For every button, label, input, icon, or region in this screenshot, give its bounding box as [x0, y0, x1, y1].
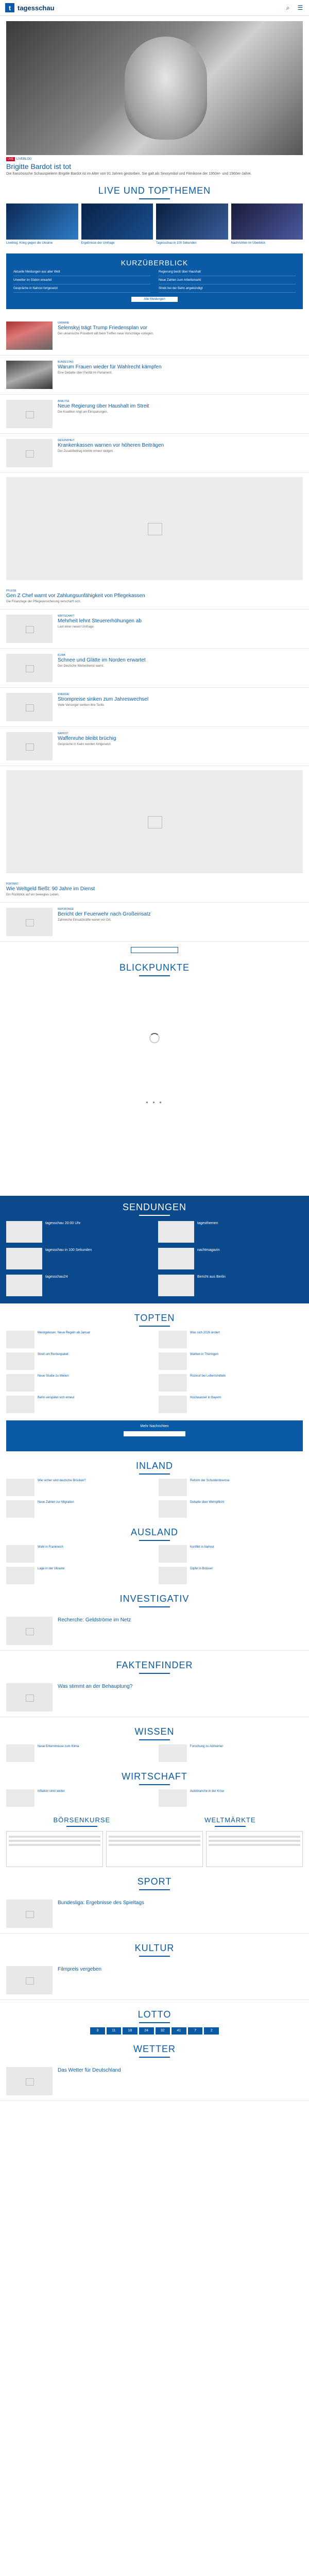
stock-widget[interactable] [206, 1831, 303, 1867]
article-title[interactable]: Warum Frauen wieder für Wahlrecht kämpfen [58, 364, 162, 370]
list-item[interactable] [159, 1331, 303, 1348]
article-title[interactable]: Krankenkassen warnen vor höheren Beiträgen [58, 443, 164, 448]
article-teaser: Viele Versorger senken ihre Tarife. [58, 704, 105, 707]
article-item[interactable] [0, 434, 309, 473]
list-item[interactable] [6, 1396, 150, 1413]
article-title[interactable]: Filmpreis vergeben [58, 1967, 102, 1972]
list-item[interactable] [159, 1479, 303, 1496]
list-item[interactable] [6, 1545, 150, 1563]
section-title-kultur: KULTUR [0, 1943, 309, 1957]
section-title-boerse: BÖRSENKURSE [53, 1816, 110, 1827]
kurzueberblick-box [6, 253, 303, 309]
sendung-item[interactable] [158, 1275, 303, 1296]
sendung-item[interactable] [6, 1221, 151, 1243]
list-item[interactable] [6, 1744, 150, 1762]
list-item-title[interactable]: Neue Studie zu Mieten [38, 1375, 69, 1378]
list-item[interactable] [159, 1744, 303, 1762]
kurz-item[interactable]: Neue Zahlen zum Arbeitsmarkt [159, 278, 296, 284]
list-item[interactable] [159, 1374, 303, 1392]
lotto-number: 41 [171, 2027, 186, 2035]
article-title[interactable]: Bundesliga: Ergebnisse des Spieltags [58, 1900, 144, 1906]
lotto-number: 7 [188, 2027, 203, 2035]
section-title-live: LIVE UND TOPTHEMEN [0, 185, 309, 199]
sendung-item[interactable] [158, 1221, 303, 1243]
live-tile-image[interactable] [231, 204, 303, 240]
lotto-number: 11 [107, 2027, 122, 2035]
image-placeholder-icon[interactable] [6, 615, 53, 643]
section-title-wissen: WISSEN [0, 1726, 309, 1740]
stock-widget[interactable] [106, 1831, 203, 1867]
image-placeholder-icon[interactable] [6, 693, 53, 721]
article-title[interactable]: Recherche: Geldströme im Netz [58, 1617, 131, 1623]
article-title[interactable]: Wie Weltgeld fließt: 90 Jahre im Dienst [6, 886, 95, 892]
list-item[interactable] [159, 1789, 303, 1807]
sendung-title[interactable]: tagesthemen [197, 1222, 218, 1225]
image-placeholder-icon[interactable] [6, 400, 53, 428]
kurz-all-button[interactable]: Alle Meldungen [131, 297, 178, 302]
article-image[interactable] [6, 321, 53, 350]
live-badge: LIVE [6, 157, 15, 161]
lotto-numbers [90, 2027, 219, 2035]
live-tile-title[interactable]: Liveblog: Krieg gegen die Ukraine [6, 242, 53, 245]
article-title[interactable]: Schnee und Glätte im Norden erwartet [58, 657, 146, 663]
article-item[interactable] [0, 688, 309, 727]
article-kicker: BUNDESTAG [58, 361, 74, 364]
sendung-image[interactable] [158, 1275, 194, 1296]
sendung-image[interactable] [158, 1248, 194, 1269]
lotto-number: 2 [204, 2027, 219, 2035]
article-teaser: Der ukrainische Präsident will beim Treffen neue Vorschläge vorlegen. [58, 332, 154, 335]
article-kicker: ENERGIE [58, 693, 70, 696]
more-button[interactable] [131, 947, 178, 953]
carousel-dots[interactable]: ● ● ● [146, 1100, 163, 1105]
list-item[interactable] [159, 1545, 303, 1563]
article-kicker: KLIMA [58, 654, 66, 657]
list-item[interactable] [6, 1331, 150, 1348]
sendung-image[interactable] [6, 1275, 42, 1296]
live-tile-image[interactable] [6, 204, 78, 240]
loading-spinner-icon [149, 1033, 160, 1043]
image-placeholder-icon[interactable] [6, 1966, 53, 1994]
list-item-title[interactable]: Inflation sinkt weiter [38, 1790, 65, 1793]
sendung-title[interactable]: tagesschau in 100 Sekunden [45, 1248, 92, 1252]
sendung-item[interactable] [6, 1248, 151, 1269]
sendungen-section [0, 1196, 309, 1303]
lotto-number: 24 [139, 2027, 154, 2035]
stock-widget[interactable] [6, 1831, 103, 1867]
article-title[interactable]: Gen Z Chef warnt vor Zahlungsunfähigkeit von Pflegekassen [6, 593, 145, 599]
section-title-inland: INLAND [0, 1461, 309, 1475]
image-placeholder-icon[interactable] [6, 477, 303, 580]
image-placeholder-icon[interactable] [6, 908, 53, 936]
lotto-number: 18 [123, 2027, 138, 2035]
lotto-number: 3 [90, 2027, 105, 2035]
article-teaser: Der Deutsche Wetterdienst warnt. [58, 665, 104, 668]
section-title-investigativ: INVESTIGATIV [0, 1594, 309, 1607]
promo-band [6, 1420, 303, 1451]
article-kicker: GESUNDHEIT [58, 439, 75, 442]
article-teaser: Zahlreiche Einsatzkräfte waren vor Ort. [58, 919, 112, 922]
list-item-title[interactable]: Streit um Rentenpaket [38, 1353, 68, 1356]
article-item[interactable] [0, 609, 309, 649]
kurz-item[interactable]: Regierung berät über Haushalt [159, 270, 296, 276]
article-title[interactable]: Selenskyj trägt Trump Friedensplan vor [58, 325, 147, 331]
sendung-title[interactable]: tagesschau24 [45, 1275, 68, 1279]
article-teaser: Gespräche in Kairo werden fortgesetzt. [58, 743, 112, 746]
article-title[interactable]: Bericht der Feuerwehr nach Großeinsatz [58, 911, 151, 917]
list-item[interactable] [6, 1567, 150, 1584]
list-item[interactable] [6, 1352, 150, 1370]
list-item-title[interactable]: Was sich 2026 ändert [190, 1331, 220, 1334]
list-item-title[interactable]: Hochwasser in Bayern [190, 1396, 221, 1399]
promo-button[interactable] [124, 1431, 185, 1436]
section-title-sendungen: SENDUNGEN [6, 1202, 303, 1216]
search-icon[interactable]: ⌕ [286, 4, 290, 11]
list-item-title[interactable]: Konflikt in Nahost [190, 1546, 214, 1549]
sendung-title[interactable]: nachtmagazin [197, 1248, 220, 1252]
section-title-blickpunkte: BLICKPUNKTE [0, 962, 309, 976]
list-item-title[interactable]: Wahl in Frankreich [38, 1546, 63, 1549]
article-teaser: Die Koalition ringt um Einsparungen. [58, 411, 108, 414]
article-title[interactable]: Das Wetter für Deutschland [58, 2067, 121, 2073]
article-kicker: UKRAINE [58, 321, 70, 325]
article-teaser: Laut einer neuen Umfrage. [58, 625, 95, 629]
image-placeholder-icon[interactable] [6, 770, 303, 873]
article-teaser: Ein Rückblick auf ein bewegtes Leben. [6, 893, 60, 896]
list-item-title[interactable]: Meistgelesen: Neue Regeln ab Januar [38, 1331, 91, 1334]
site-header [0, 0, 309, 16]
logo-icon[interactable]: t [5, 3, 14, 12]
list-item[interactable] [159, 1567, 303, 1584]
list-item-title[interactable]: Wahlen in Thüringen [190, 1353, 219, 1356]
list-item-title[interactable]: Reform der Schuldenbremse [190, 1479, 230, 1482]
article-item[interactable] [0, 877, 309, 903]
logo-text[interactable]: tagesschau [18, 4, 55, 12]
list-item-title[interactable]: Lage in der Ukraine [38, 1567, 65, 1570]
article-item[interactable] [0, 727, 309, 766]
sendung-image[interactable] [158, 1221, 194, 1243]
sendung-image[interactable] [6, 1221, 42, 1243]
section-title-ausland: AUSLAND [0, 1527, 309, 1541]
live-tile-image[interactable] [156, 204, 228, 240]
article-title[interactable]: Mehrheit lehnt Steuererhöhungen ab [58, 618, 142, 624]
list-item-title[interactable]: Debatte über Wehrpflicht [190, 1501, 225, 1504]
section-title-wetter: WETTER [0, 2044, 309, 2058]
sendung-title[interactable]: Bericht aus Berlin [197, 1275, 226, 1279]
list-item[interactable] [6, 1500, 150, 1518]
article-kicker: REPORTAGE [58, 908, 74, 911]
list-item[interactable] [6, 1374, 150, 1392]
article-title[interactable]: Neue Regierung über Haushalt im Streit [58, 403, 149, 409]
list-item[interactable] [159, 1500, 303, 1518]
live-tile-title[interactable]: Nachrichten im Überblick [231, 242, 266, 245]
list-item[interactable] [6, 1789, 150, 1807]
list-item-title[interactable]: Wie sicher sind deutsche Brücken? [38, 1479, 86, 1482]
section-title-sport: SPORT [0, 1876, 309, 1890]
image-placeholder-icon[interactable] [6, 439, 53, 467]
hero-teaser[interactable] [6, 21, 303, 176]
article-title[interactable]: Waffenruhe bleibt brüchig [58, 736, 116, 741]
kurz-item[interactable]: Gespräche in Nahost fortgesetzt [13, 286, 150, 293]
list-item-title[interactable]: Forschung zu Alzheimer [190, 1745, 224, 1748]
image-placeholder-icon[interactable] [6, 1617, 53, 1645]
article-teaser: Die Finanzlage der Pflegeversicherung verschärft sich. [6, 600, 81, 603]
kurz-item[interactable]: Aktuelle Meldungen aus aller Welt [13, 270, 150, 276]
article-teaser: Eine Debatte über Parität im Parlament. [58, 371, 113, 375]
list-item-title[interactable]: Autobranche in der Krise [190, 1790, 225, 1793]
hero-image[interactable] [6, 21, 303, 155]
section-title-wirtschaft: WIRTSCHAFT [0, 1771, 309, 1785]
article-kicker: NAHOST [58, 732, 68, 735]
article-item[interactable] [0, 355, 309, 395]
article-item[interactable] [0, 316, 309, 355]
article-item[interactable] [0, 584, 309, 609]
section-title-weltmaerkte: WELTMÄRKTE [204, 1816, 255, 1827]
image-placeholder-icon[interactable] [6, 732, 53, 760]
promo-text: Mehr Nachrichten [140, 1425, 169, 1428]
sendung-item[interactable] [6, 1275, 151, 1296]
image-placeholder-icon[interactable] [6, 2067, 53, 2095]
kurz-item[interactable]: Streik bei der Bahn angekündigt [159, 286, 296, 293]
article-kicker: PORTRÄT [6, 883, 19, 886]
image-placeholder-icon[interactable] [6, 1900, 53, 1928]
list-item-title[interactable]: Rückruf bei Lebensmitteln [190, 1375, 226, 1378]
article-item[interactable] [0, 1612, 309, 1651]
live-tile-image[interactable] [81, 204, 153, 240]
article-kicker: ANALYSE [58, 400, 70, 403]
list-item[interactable] [6, 1479, 150, 1496]
section-title-kurz: KURZÜBERBLICK [121, 259, 188, 267]
article-item[interactable] [0, 1894, 309, 1934]
section-title-faktenfinder: FAKTENFINDER [0, 1660, 309, 1674]
article-kicker: WIRTSCHAFT [58, 615, 75, 618]
list-item-title[interactable]: Bahn verspätet sich erneut [38, 1396, 75, 1399]
article-kicker: PFLEGE [6, 589, 16, 592]
article-item[interactable] [0, 649, 309, 688]
hero-teaser-text: Die französische Schauspielerin Brigitte Bardot ist im Alter von 91 Jahren gestorben. Sie galt als Sexsymbol und Filmikone der 1950er- und 1960er-Jahre. [6, 172, 252, 176]
article-teaser: Der Zusatzbeitrag könnte erneut steigen. [58, 450, 114, 453]
live-tile-title[interactable]: Tagesschau in 100 Sekunden [156, 242, 197, 245]
lotto-number: 32 [156, 2027, 170, 2035]
hero-kicker: LIVE LIVEBLOG [6, 157, 303, 161]
article-item[interactable] [0, 1678, 309, 1717]
list-item[interactable] [159, 1396, 303, 1413]
section-title-topten: TOPTEN [0, 1313, 309, 1327]
list-item-title[interactable]: Neue Erkenntnisse zum Klima [38, 1745, 79, 1748]
kurz-item[interactable]: Unwetter im Süden erwartet [13, 278, 150, 284]
list-item-title[interactable]: Gipfel in Brüssel [190, 1567, 213, 1570]
image-placeholder-icon[interactable] [6, 654, 53, 682]
article-item[interactable] [0, 2062, 309, 2101]
article-title[interactable]: Was stimmt an der Behauptung? [58, 1684, 133, 1689]
list-item-title[interactable]: Neue Zahlen zur Migration [38, 1501, 74, 1504]
menu-icon[interactable]: ☰ [297, 4, 303, 11]
sendung-item[interactable] [158, 1248, 303, 1269]
section-title-lotto: LOTTO [0, 2009, 309, 2023]
live-tile-title[interactable]: Ergebnisse der Umfrage [81, 242, 115, 245]
article-image[interactable] [6, 361, 53, 389]
list-item[interactable] [159, 1352, 303, 1370]
article-item[interactable] [0, 1961, 309, 2000]
sendung-image[interactable] [6, 1248, 42, 1269]
article-item[interactable] [0, 903, 309, 942]
image-placeholder-icon[interactable] [6, 1683, 53, 1711]
sendung-title[interactable]: tagesschau 20:00 Uhr [45, 1222, 81, 1225]
hero-title[interactable]: Brigitte Bardot ist tot [6, 162, 72, 171]
article-title[interactable]: Strompreise sinken zum Jahreswechsel [58, 697, 149, 702]
article-item[interactable] [0, 395, 309, 434]
